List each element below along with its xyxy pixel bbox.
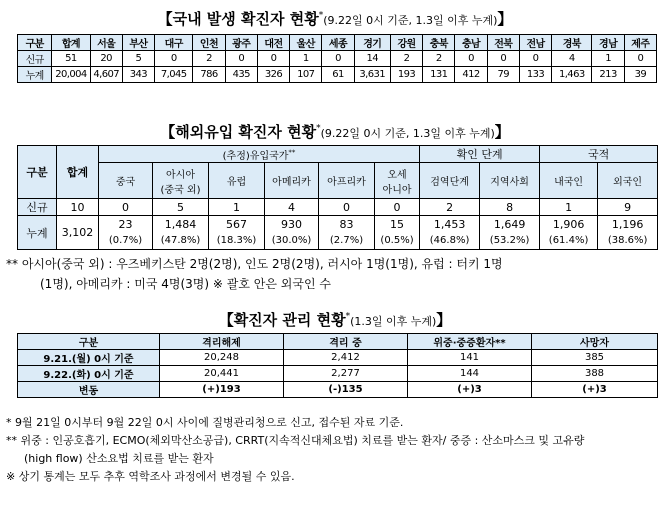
- overseas-header-nation-group: 국적: [540, 146, 658, 163]
- domestic-header-cell: 부산: [122, 35, 154, 51]
- domestic-header-cell: 인천: [193, 35, 225, 51]
- management-cell: (+)3: [532, 382, 658, 398]
- domestic-header-cell: 광주: [225, 35, 257, 51]
- management-title-close: 】: [436, 311, 452, 329]
- overseas-cum-cell: 15: [375, 216, 420, 233]
- management-header-cell: 사망자: [532, 334, 658, 350]
- domestic-cell: 3,631: [354, 67, 390, 83]
- overseas-subheader-cell: 중국: [99, 163, 153, 199]
- domestic-header-cell: 강원: [390, 35, 422, 51]
- domestic-cell: 0: [624, 51, 656, 67]
- management-header-cell: 위중·중증환자**: [408, 334, 532, 350]
- overseas-pct-cell: (61.4%): [540, 233, 598, 250]
- overseas-subheader-cell: 지역사회: [480, 163, 540, 199]
- overseas-cum-cell: 567: [209, 216, 265, 233]
- domestic-cell: 107: [290, 67, 322, 83]
- domestic-title-sub: (9.22일 0시 기준, 1.3일 이후 누계): [323, 14, 498, 27]
- domestic-cell: 343: [122, 67, 154, 83]
- overseas-pct-cell: (2.7%): [319, 233, 375, 250]
- overseas-title-close: 】: [494, 123, 510, 141]
- domestic-cell: 0: [225, 51, 257, 67]
- domestic-header-cell: 합계: [52, 35, 90, 51]
- domestic-header-cell: 제주: [624, 35, 656, 51]
- domestic-cell: 1,463: [552, 67, 592, 83]
- domestic-title: [0, 8, 670, 29]
- overseas-title: [0, 121, 670, 142]
- overseas-title-sub: (9.22일 0시 기준, 1.3일 이후 누계): [320, 127, 495, 140]
- management-row: [18, 350, 658, 366]
- domestic-header-cell: 구분: [18, 35, 52, 51]
- domestic-header-cell: 경북: [552, 35, 592, 51]
- overseas-header-country-label: (추정)유입국가: [222, 150, 289, 162]
- management-cell: 9.21.(월) 0시 기준: [18, 350, 160, 366]
- overseas-pct-cell: (46.8%): [420, 233, 480, 250]
- overseas-new-label: 신규: [18, 199, 57, 216]
- management-cell: 141: [408, 350, 532, 366]
- domestic-cell: 20: [90, 51, 122, 67]
- management-title-sub: (1.3일 이후 누계): [350, 315, 437, 328]
- domestic-cell: 7,045: [155, 67, 193, 83]
- overseas-pct-cell: (0.5%): [375, 233, 420, 250]
- domestic-cell: 5: [122, 51, 154, 67]
- overseas-new-cell: 1: [209, 199, 265, 216]
- management-cell: 388: [532, 366, 658, 382]
- domestic-row: [18, 51, 657, 67]
- domestic-cell: 신규: [18, 51, 52, 67]
- overseas-new-cell: 0: [375, 199, 420, 216]
- overseas-cum-cell: 1,906: [540, 216, 598, 233]
- domestic-cell: 0: [455, 51, 487, 67]
- note-1: * 9월 21일 0시부터 9월 22일 0시 사이에 질병관리청으로 신고, 접수된 자료 기준.: [6, 416, 404, 429]
- overseas-subheader-cell: 오세 아니아: [375, 163, 420, 199]
- overseas-subheader-cell: 아시아 (중국 외): [153, 163, 209, 199]
- management-table: [17, 333, 658, 398]
- management-cell: (-)135: [284, 382, 408, 398]
- overseas-title-sup: *: [316, 123, 321, 134]
- overseas-cum-cell: 1,196: [598, 216, 658, 233]
- overseas-cum-cell: 23: [99, 216, 153, 233]
- overseas-new-cell: 0: [319, 199, 375, 216]
- overseas-subheader-cell: 유럽: [209, 163, 265, 199]
- domestic-cell: 435: [225, 67, 257, 83]
- domestic-cell: 1: [592, 51, 624, 67]
- domestic-header-cell: 경기: [354, 35, 390, 51]
- overseas-header-total: 합계: [57, 146, 99, 199]
- management-header-cell: 격리 중: [284, 334, 408, 350]
- management-cell: 20,441: [160, 366, 284, 382]
- domestic-header-cell: 서울: [90, 35, 122, 51]
- domestic-cell: 0: [257, 51, 289, 67]
- overseas-new-cell: 2: [420, 199, 480, 216]
- management-cell: 144: [408, 366, 532, 382]
- domestic-cell: 39: [624, 67, 656, 83]
- domestic-header-row: [18, 35, 657, 51]
- domestic-cell: 2: [423, 51, 455, 67]
- overseas-new-cell: 0: [99, 199, 153, 216]
- overseas-header-stage-group: 확인 단계: [420, 146, 540, 163]
- domestic-header-cell: 대구: [155, 35, 193, 51]
- management-cell: (+)193: [160, 382, 284, 398]
- domestic-row: [18, 67, 657, 83]
- overseas-pct-cell: (18.3%): [209, 233, 265, 250]
- management-cell: 385: [532, 350, 658, 366]
- domestic-cell: 213: [592, 67, 624, 83]
- domestic-cell: 누계: [18, 67, 52, 83]
- overseas-header-country-sup: **: [288, 148, 296, 157]
- management-cell: 2,412: [284, 350, 408, 366]
- overseas-pct-cell: (47.8%): [153, 233, 209, 250]
- domestic-title-sup: *: [318, 10, 324, 21]
- domestic-cell: 0: [519, 51, 551, 67]
- overseas-subheader-cell: 아메리카: [265, 163, 319, 199]
- overseas-new-total: 10: [57, 199, 99, 216]
- domestic-cell: 0: [487, 51, 519, 67]
- domestic-cell: 2: [193, 51, 225, 67]
- overseas-subheader-cell: 검역단계: [420, 163, 480, 199]
- domestic-cell: 326: [257, 67, 289, 83]
- management-header-cell: 구분: [18, 334, 160, 350]
- domestic-header-cell: 경남: [592, 35, 624, 51]
- overseas-footnote-line2: (1명), 아메리카 : 미국 4명(3명) ※ 괄호 안은 외국인 수: [40, 277, 331, 291]
- overseas-new-cell: 9: [598, 199, 658, 216]
- overseas-cum-cell: 930: [265, 216, 319, 233]
- management-header-row: [18, 334, 658, 350]
- management-title: [0, 309, 670, 330]
- domestic-header-cell: 충북: [423, 35, 455, 51]
- domestic-cell: 20,004: [52, 67, 90, 83]
- overseas-new-cell: 8: [480, 199, 540, 216]
- domestic-cell: 79: [487, 67, 519, 83]
- domestic-cell: 51: [52, 51, 90, 67]
- overseas-new-cell: 5: [153, 199, 209, 216]
- overseas-title-main: 【해외유입 확진자 현황: [160, 123, 317, 141]
- domestic-table: [17, 34, 657, 83]
- management-cell: (+)3: [408, 382, 532, 398]
- overseas-new-cell: 1: [540, 199, 598, 216]
- overseas-cum-total: 3,102: [57, 216, 99, 250]
- domestic-cell: 14: [354, 51, 390, 67]
- domestic-header-cell: 전북: [487, 35, 519, 51]
- overseas-cum-cell: 1,649: [480, 216, 540, 233]
- note-4: ※ 상기 통계는 모두 추후 역학조사 과정에서 변경될 수 있음.: [6, 470, 295, 483]
- management-row: [18, 366, 658, 382]
- domestic-cell: 61: [322, 67, 354, 83]
- management-cell: 2,277: [284, 366, 408, 382]
- management-cell: 20,248: [160, 350, 284, 366]
- management-header-cell: 격리해제: [160, 334, 284, 350]
- note-2: ** 위중 : 인공호흡기, ECMO(체외막산소공급), CRRT(지속적신대체요법) 치료를 받는 환자/ 중증 : 산소마스크 및 고유량: [6, 434, 585, 447]
- management-cell: 변동: [18, 382, 160, 398]
- domestic-cell: 131: [423, 67, 455, 83]
- overseas-subheader-cell: 아프리카: [319, 163, 375, 199]
- overseas-cum-cell: 1,453: [420, 216, 480, 233]
- domestic-cell: 1: [290, 51, 322, 67]
- domestic-cell: 0: [322, 51, 354, 67]
- overseas-new-cell: 4: [265, 199, 319, 216]
- overseas-pct-cell: (53.2%): [480, 233, 540, 250]
- overseas-pct-cell: (30.0%): [265, 233, 319, 250]
- overseas-subheader-cell: 외국인: [598, 163, 658, 199]
- domestic-cell: 4: [552, 51, 592, 67]
- management-row: [18, 382, 658, 398]
- management-title-sup: *: [345, 311, 351, 322]
- domestic-header-cell: 울산: [290, 35, 322, 51]
- overseas-cum-cell: 1,484: [153, 216, 209, 233]
- domestic-header-cell: 세종: [322, 35, 354, 51]
- overseas-header-country-group: [99, 146, 420, 163]
- domestic-cell: 0: [155, 51, 193, 67]
- domestic-header-cell: 충남: [455, 35, 487, 51]
- overseas-cum-cell: 83: [319, 216, 375, 233]
- management-title-main: 【확진자 관리 현황: [218, 311, 346, 329]
- domestic-header-cell: 대전: [257, 35, 289, 51]
- domestic-header-cell: 전남: [519, 35, 551, 51]
- overseas-subheader-cell: 내국인: [540, 163, 598, 199]
- domestic-cell: 4,607: [90, 67, 122, 83]
- overseas-pct-cell: (0.7%): [99, 233, 153, 250]
- domestic-cell: 2: [390, 51, 422, 67]
- domestic-cell: 133: [519, 67, 551, 83]
- domestic-cell: 412: [455, 67, 487, 83]
- domestic-title-main: 【국내 발생 확진자 현황: [157, 10, 319, 28]
- overseas-table: [17, 145, 658, 250]
- domestic-title-close: 】: [497, 10, 513, 28]
- management-cell: 9.22.(화) 0시 기준: [18, 366, 160, 382]
- overseas-header-gubun: 구분: [18, 146, 57, 199]
- overseas-cum-label: 누계: [18, 216, 57, 250]
- domestic-cell: 193: [390, 67, 422, 83]
- note-3: (high flow) 산소요법 치료를 받는 환자: [24, 452, 214, 465]
- overseas-pct-cell: (38.6%): [598, 233, 658, 250]
- domestic-cell: 786: [193, 67, 225, 83]
- overseas-footnote-line1: ** 아시아(중국 외) : 우즈베키스탄 2명(2명), 인도 2명(2명), 러시아 1명(1명), 유럽 : 터키 1명: [6, 257, 503, 271]
